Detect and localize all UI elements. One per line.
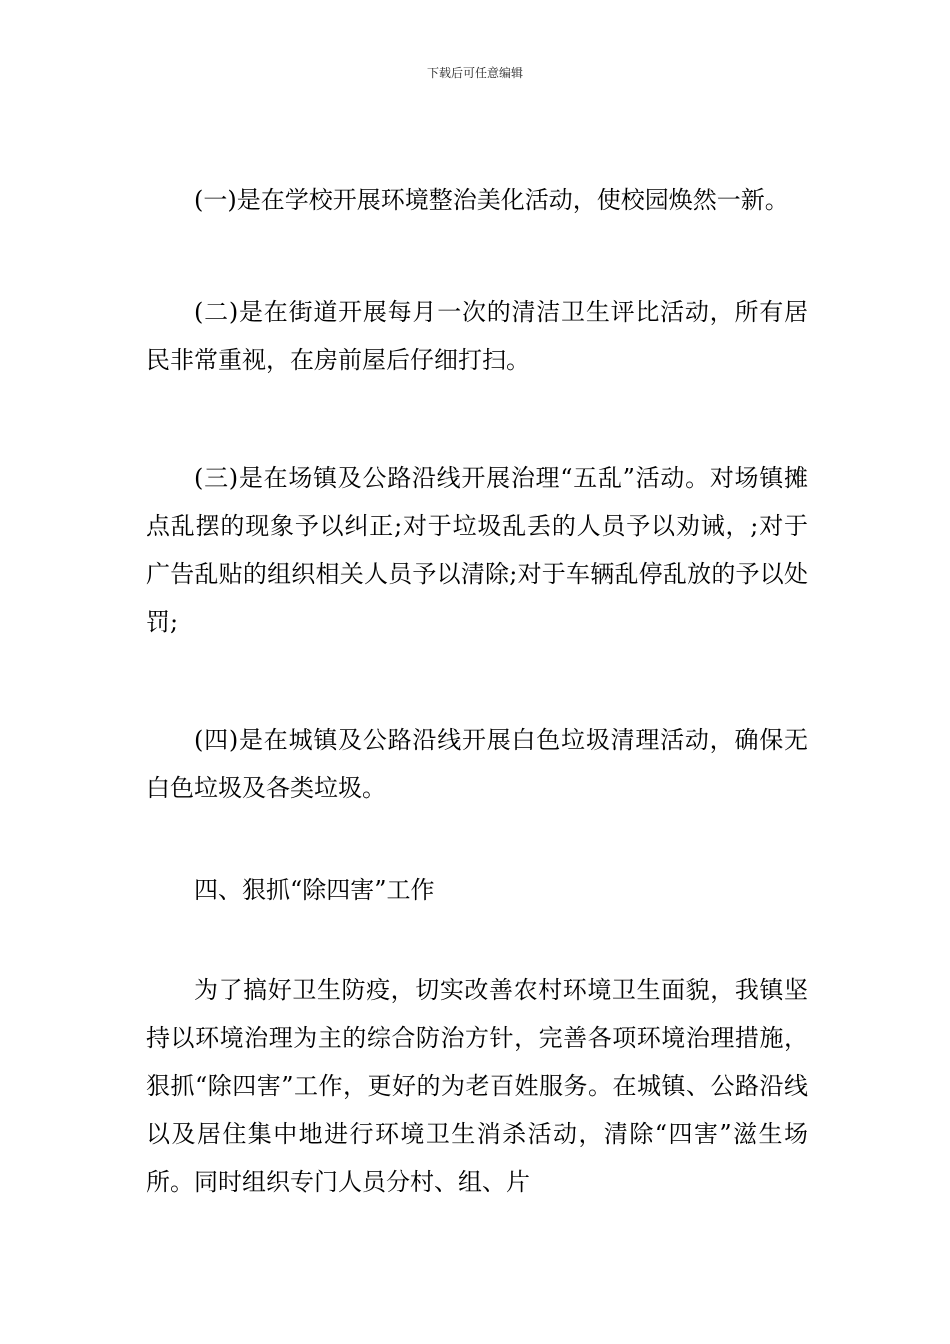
section-heading: 四、狠抓“除四害”工作	[194, 876, 435, 904]
document-body	[146, 176, 808, 1206]
paragraph-item-2: (二)是在街道开展每月一次的清洁卫生评比活动，所有居民非常重视，在房前屋后仔细打扫。	[146, 298, 808, 374]
paragraph-spacer	[146, 646, 808, 716]
paragraph-spacer	[146, 384, 808, 454]
paragraph-spacer	[146, 812, 808, 866]
paragraph-item-4: (四)是在城镇及公路沿线开展白色垃圾清理活动，确保无白色垃圾及各类垃圾。	[146, 726, 808, 802]
paragraph-spacer	[146, 224, 808, 288]
paragraph-item-5: 为了搞好卫生防疫，切实改善农村环境卫生面貌，我镇坚持以环境治理为主的综合防治方针，完善各项环境治理措施，狠抓“除四害”工作，更好的为老百姓服务。在城镇、公路沿线以及居住集中地进行环境卫生消杀活动，清除“四害”滋生场所。同时组织专门人员分村、组、片	[146, 976, 808, 1196]
paragraph-item-1: (一)是在学校开展环境整治美化活动，使校园焕然一新。	[194, 186, 789, 214]
paragraph-spacer	[146, 914, 808, 966]
page-header: 下载后可任意编辑	[426, 66, 523, 80]
paragraph-item-3: (三)是在场镇及公路沿线开展治理“五乱”活动。对场镇摊点乱摆的现象予以纠正;对于垃圾乱丢的人员予以劝诫，;对于广告乱贴的组织相关人员予以清除;对于车辆乱停乱放的予以处罚;	[146, 464, 808, 636]
